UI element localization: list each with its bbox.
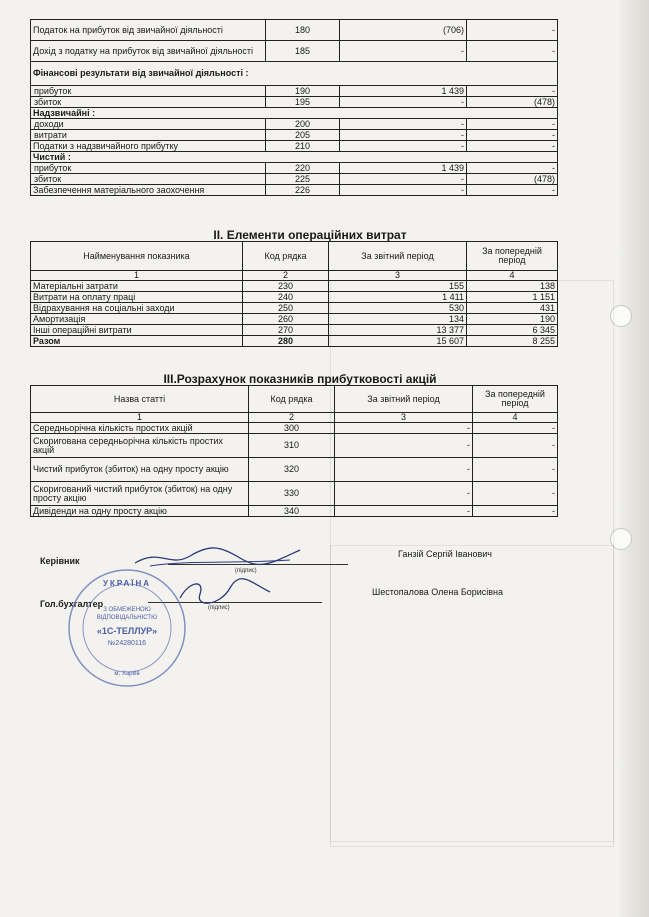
- row-code: 340: [249, 506, 335, 517]
- row-previous: -: [473, 423, 558, 434]
- table-row: [31, 108, 558, 119]
- accountant-name: Шестопалова Олена Борисівна: [372, 587, 504, 597]
- row-current: 134: [329, 314, 467, 325]
- header-previous: За попередній період: [473, 386, 558, 413]
- table-row: [31, 281, 558, 292]
- row-previous: -: [473, 506, 558, 517]
- row-code: 185: [266, 41, 340, 62]
- header-num-3: 3: [329, 271, 467, 281]
- director-label: Керівник: [40, 556, 80, 566]
- row-previous: -: [473, 482, 558, 506]
- header-num-4: 4: [467, 271, 558, 281]
- header-num-4: 4: [473, 413, 558, 423]
- row-name: Середньорічна кількість простих акцій: [31, 423, 249, 434]
- table-row: [31, 62, 558, 86]
- row-code: 270: [243, 325, 329, 336]
- header-code: Код рядка: [243, 242, 329, 271]
- table-row: [31, 130, 558, 141]
- row-previous: 1 151: [467, 292, 558, 303]
- row-name: витрати: [31, 130, 266, 141]
- director-name: Ганзій Сергій Іванович: [398, 549, 492, 559]
- row-previous: -: [473, 458, 558, 482]
- table-row: [31, 185, 558, 196]
- row-name: прибуток: [31, 163, 266, 174]
- table-row: [31, 434, 558, 458]
- accountant-podpys: (підпис): [208, 605, 230, 611]
- row-current: -: [340, 141, 467, 152]
- table-row: [31, 20, 558, 41]
- table-row: [31, 141, 558, 152]
- row-previous: 6 345: [467, 325, 558, 336]
- table-row: [31, 41, 558, 62]
- row-name: Скоригований чистий прибуток (збиток) на одну просту акцію: [31, 482, 249, 506]
- row-current: -: [335, 423, 473, 434]
- row-name: Податки з надзвичайного прибутку: [31, 141, 266, 152]
- header-code: Код рядка: [249, 386, 335, 413]
- row-name: Податок на прибуток від звичайної діяльності: [31, 20, 266, 41]
- header-num-2: 2: [249, 413, 335, 423]
- row-code: 250: [243, 303, 329, 314]
- row-name: Дохід з податку на прибуток від звичайної діяльності: [31, 41, 266, 62]
- header-num-2: 2: [243, 271, 329, 281]
- row-current: -: [335, 434, 473, 458]
- table-row: [31, 314, 558, 325]
- row-previous: (478): [467, 174, 558, 185]
- row-name: Чистий прибуток (збиток) на одну просту акцію: [31, 458, 249, 482]
- row-previous: -: [467, 163, 558, 174]
- table-row: [31, 482, 558, 506]
- table-row: [31, 325, 558, 336]
- row-code: 200: [266, 119, 340, 130]
- row-name: Дивіденди на одну просту акцію: [31, 506, 249, 517]
- row-previous: -: [467, 130, 558, 141]
- row-previous: 138: [467, 281, 558, 292]
- row-previous: -: [473, 434, 558, 458]
- row-code: 300: [249, 423, 335, 434]
- section-3-title: III.Розрахунок показників прибутковості акцій: [163, 372, 437, 386]
- row-previous: -: [467, 119, 558, 130]
- row-code: 310: [249, 434, 335, 458]
- row-code: 225: [266, 174, 340, 185]
- financial-results-table: [30, 19, 558, 196]
- table-row: [31, 506, 558, 517]
- row-current: -: [340, 130, 467, 141]
- row-current: 15 607: [329, 336, 467, 347]
- row-name: збиток: [31, 174, 266, 185]
- table-row: [31, 303, 558, 314]
- row-current: 1 439: [340, 163, 467, 174]
- row-group-heading: Чистий :: [31, 152, 558, 163]
- header-name: Найменування показника: [31, 242, 243, 271]
- row-code: 195: [266, 97, 340, 108]
- row-current: -: [340, 185, 467, 196]
- table-row: [31, 292, 558, 303]
- row-code: 320: [249, 458, 335, 482]
- row-current: 530: [329, 303, 467, 314]
- row-name: Амортизація: [31, 314, 243, 325]
- row-current: -: [340, 97, 467, 108]
- table-row: [31, 152, 558, 163]
- header-num-1: 1: [31, 413, 249, 423]
- row-current: -: [340, 119, 467, 130]
- header-num-3: 3: [335, 413, 473, 423]
- row-previous: 190: [467, 314, 558, 325]
- row-previous: (478): [467, 97, 558, 108]
- row-name: Відрахування на соціальні заходи: [31, 303, 243, 314]
- row-current: 1 439: [340, 86, 467, 97]
- row-current: -: [335, 458, 473, 482]
- header-current: За звітний період: [329, 242, 467, 271]
- row-current: (706): [340, 20, 467, 41]
- row-current: -: [335, 506, 473, 517]
- row-name: доходи: [31, 119, 266, 130]
- row-code: 330: [249, 482, 335, 506]
- table-row: [31, 458, 558, 482]
- row-previous: -: [467, 86, 558, 97]
- row-group-heading: Фінансові результати від звичайної діяльності :: [31, 62, 558, 86]
- table-row: [31, 336, 558, 347]
- page-edge-shadow: [619, 0, 649, 917]
- header-current: За звітний період: [335, 386, 473, 413]
- row-name: прибуток: [31, 86, 266, 97]
- row-code: 260: [243, 314, 329, 325]
- section-2-title: II. Елементи операційних витрат: [213, 228, 407, 242]
- table-row: [31, 163, 558, 174]
- table-row: [31, 423, 558, 434]
- row-code: 226: [266, 185, 340, 196]
- row-previous: -: [467, 185, 558, 196]
- row-name: збиток: [31, 97, 266, 108]
- header-previous: За попередній період: [467, 242, 558, 271]
- header-num-1: 1: [31, 271, 243, 281]
- company-seal: УКРАЇНА З ОБМЕЖЕНОЮ ВІДПОВІДАЛЬНІСТЮ «1С-ТЕЛЛУР» №24280116 м. Харків: [66, 567, 188, 689]
- row-previous: 431: [467, 303, 558, 314]
- row-current: 155: [329, 281, 467, 292]
- row-previous: 8 255: [467, 336, 558, 347]
- row-code: 190: [266, 86, 340, 97]
- row-name: Матеріальні затрати: [31, 281, 243, 292]
- row-code: 205: [266, 130, 340, 141]
- table-row: [31, 97, 558, 108]
- operating-expenses-table: [30, 241, 558, 347]
- header-name: Назва статті: [31, 386, 249, 413]
- accountant-label: Гол.бухгалтер: [40, 599, 104, 609]
- row-previous: -: [467, 141, 558, 152]
- row-current: -: [340, 174, 467, 185]
- row-previous: -: [467, 41, 558, 62]
- row-current: -: [340, 41, 467, 62]
- row-group-heading: Надзвичайні :: [31, 108, 558, 119]
- row-name: Скоригована середньорічна кількість простих акцій: [31, 434, 249, 458]
- row-code: 280: [243, 336, 329, 347]
- row-name: Інші операційні витрати: [31, 325, 243, 336]
- table-row: [31, 119, 558, 130]
- row-name: Разом: [31, 336, 243, 347]
- row-current: 13 377: [329, 325, 467, 336]
- row-name: Забезпечення матеріального заохочення: [31, 185, 266, 196]
- row-code: 220: [266, 163, 340, 174]
- director-podpys: (підпис): [235, 568, 257, 574]
- table-row: [31, 174, 558, 185]
- row-code: 240: [243, 292, 329, 303]
- share-profitability-table: [30, 385, 558, 517]
- row-current: 1 411: [329, 292, 467, 303]
- row-code: 180: [266, 20, 340, 41]
- row-previous: -: [467, 20, 558, 41]
- row-code: 230: [243, 281, 329, 292]
- row-code: 210: [266, 141, 340, 152]
- table-row: [31, 86, 558, 97]
- row-name: Витрати на оплату праці: [31, 292, 243, 303]
- row-current: -: [335, 482, 473, 506]
